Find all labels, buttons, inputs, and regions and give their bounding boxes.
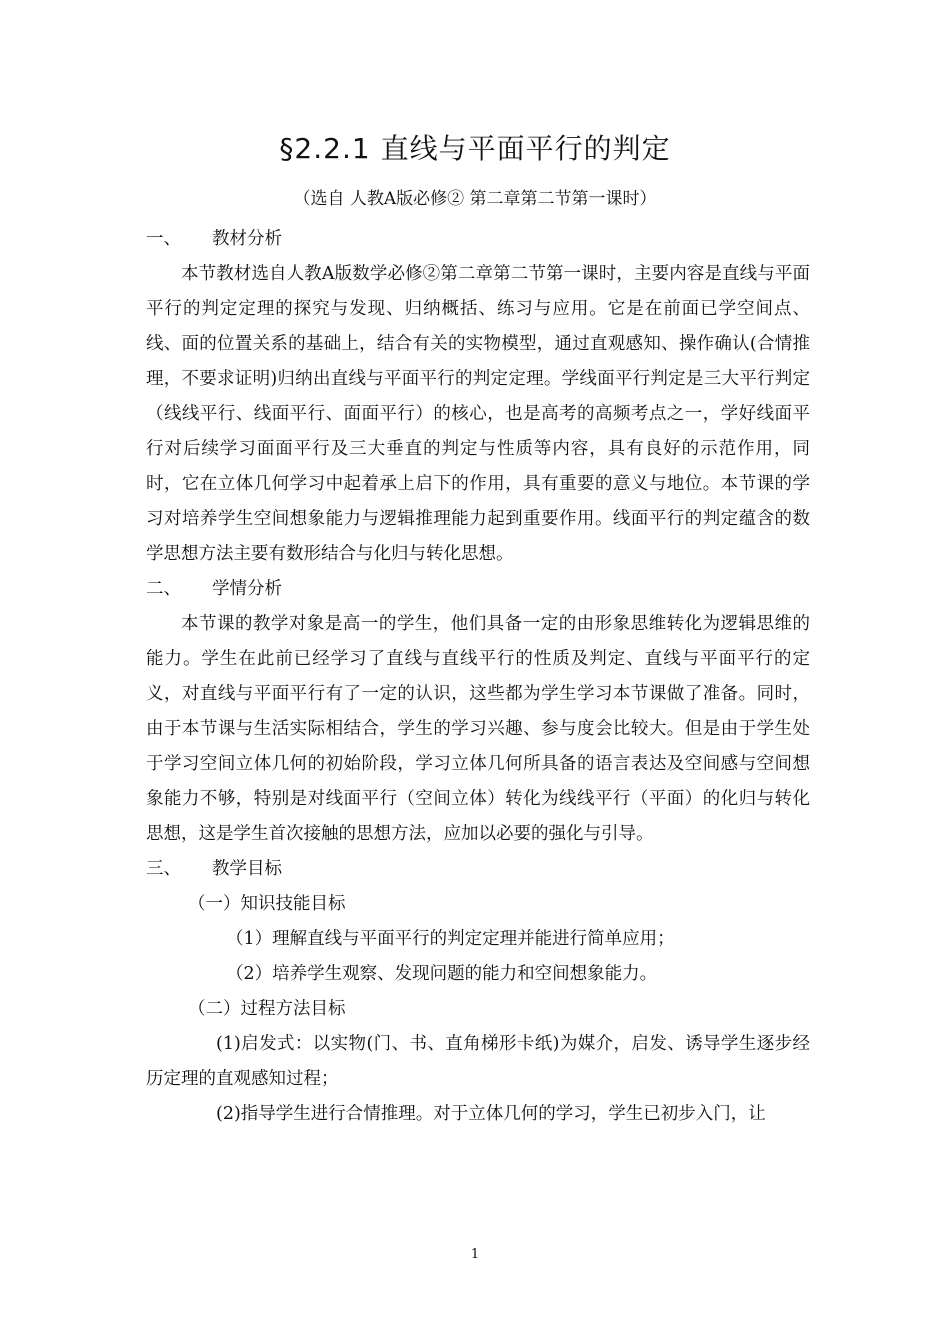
section-title: 教材分析 <box>212 229 282 249</box>
list-item: (1)启发式：以实物(门、书、直角梯形卡纸)为媒介，启发、诱导学生逐步经历定理的直观感知过程； <box>146 1034 810 1089</box>
list-item: （1）理解直线与平面平行的判定定理并能进行简单应用； <box>226 929 675 949</box>
subsection-knowledge-title: （一）知识技能目标 <box>188 894 346 914</box>
section-number: 三、 <box>146 859 181 879</box>
section-heading-3 <box>146 852 810 887</box>
section-heading-2 <box>146 572 810 607</box>
section-heading-1 <box>146 222 810 257</box>
page-number: 1 <box>470 1247 480 1262</box>
subsection-process-title: （二）过程方法目标 <box>188 999 346 1019</box>
paragraph-student-analysis: 本节课的教学对象是高一的学生，他们具备一定的由形象思维转化为逻辑思维的能力。学生在此前已经学习了直线与直线平行的性质及判定、直线与平面平行的定义，对直线与平面平行有了一定的认识，这些都为学生学习本节课做了准备。同时，由于本节课与生活实际相结合，学生的学习兴趣、参与度会比较大。但是由于学生处于学习空间立体几何的初始阶段，学习立体几何所具备的语言表达及空间感与空间想象能力不够，特别是对线面平行（空间立体）转化为线线平行（平面）的化归与转化思想，这是学生首次接触的思想方法，应加以必要的强化与引导。 <box>146 614 810 844</box>
paragraph-textbook-analysis: 本节教材选自人教A版数学必修②第二章第二节第一课时，主要内容是直线与平面平行的判定定理的探究与发现、归纳概括、练习与应用。它是在前面已学空间点、线、面的位置关系的基础上，结合有关的实物模型，通过直观感知、操作确认(合情推理，不要求证明)归纳出直线与平面平行的判定定理。学线面平行判定是三大平行判定（线线平行、线面平行、面面平行）的核心，也是高考的高频考点之一，学好线面平行对后续学习面面平行及三大垂直的判定与性质等内容，具有良好的示范作用，同时，它在立体几何学习中起着承上启下的作用，具有重要的意义与地位。本节课的学习对培养学生空间想象能力与逻辑推理能力起到重要作用。线面平行的判定蕴含的数学思想方法主要有数形结合与化归与转化思想。 <box>146 264 810 564</box>
section-title: 学情分析 <box>212 579 282 599</box>
section-title: 教学目标 <box>212 859 282 879</box>
list-item: (2)指导学生进行合情推理。对于立体几何的学习，学生已初步入门，让 <box>216 1104 766 1124</box>
list-item: （2）培养学生观察、发现问题的能力和空间想象能力。 <box>226 964 658 984</box>
document-subtitle: （选自 人教A版必修② 第二章第二节第一课时） <box>293 189 657 209</box>
document-title: §2.2.1 直线与平面平行的判定 <box>279 132 671 165</box>
section-number: 二、 <box>146 579 181 599</box>
document-body <box>146 222 810 1132</box>
section-number: 一、 <box>146 229 181 249</box>
